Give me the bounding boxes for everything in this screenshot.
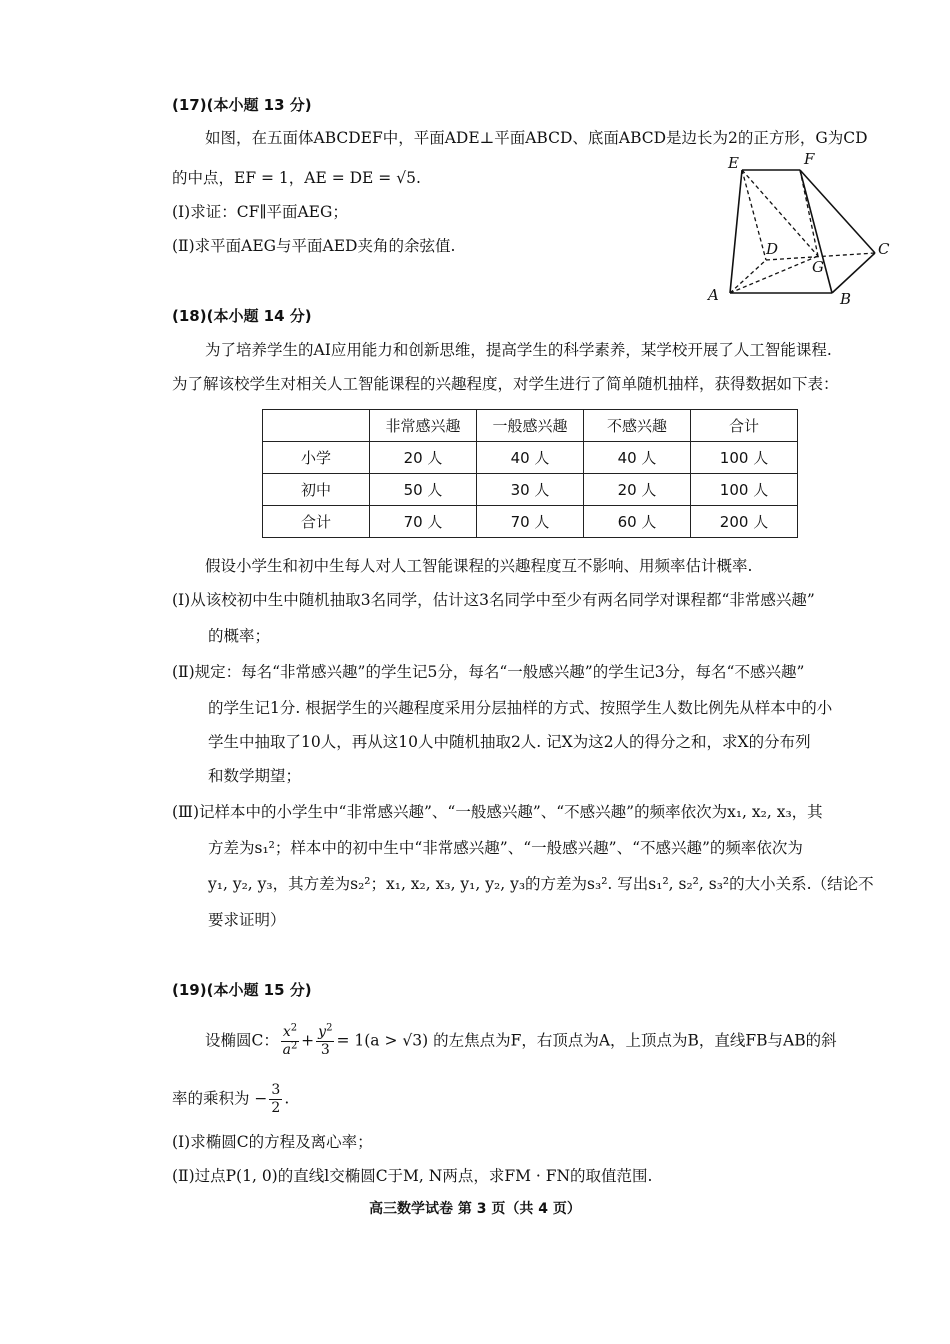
table-cell: 20 人 <box>584 474 691 506</box>
table-cell: 40 人 <box>584 442 691 474</box>
q17-stem-line2: 的中点，EF = 1，AE = DE = √5. <box>172 169 421 187</box>
table-header-cell: 一般感兴趣 <box>477 410 584 442</box>
page-footer: 高三数学试卷 第 3 页（共 4 页） <box>369 1201 581 1217</box>
q18-part3-line3: y₁, y₂, y₃，其方差为s₂²；x₁, x₂, x₃, y₁, y₂, y₃的方差为s₃². 写出s₁², s₂², s₃²的大小关系.（结论不 <box>208 875 874 893</box>
q18-part2-line1: (Ⅱ)规定：每名“非常感兴趣”的学生记5分，每名“一般感兴趣”的学生记3分，每名“不感兴趣” <box>172 663 805 681</box>
q19-slope-text: 率的乘积为 − <box>172 1089 268 1108</box>
table-header-row <box>263 410 798 442</box>
table-cell: 小学 <box>263 442 370 474</box>
q18-stem-line1: 为了培养学生的AI应用能力和创新思维，提高学生的科学素养，某学校开展了人工智能课程. <box>205 341 832 359</box>
table-header-cell <box>263 410 370 442</box>
table-row <box>263 506 798 538</box>
q18-part2-line4: 和数学期望； <box>208 767 302 785</box>
label-g: G <box>812 258 824 276</box>
interest-table <box>262 409 798 538</box>
three-halves-fraction <box>269 1082 282 1117</box>
label-c: C <box>878 240 890 258</box>
table-cell: 200 人 <box>691 506 798 538</box>
q19-stem-line1: 设椭圆C： $\frac{x^2}{a^2}$ + $\frac{y^2}{3}$ = 1(a > √3) 的左焦点为F，右顶点为A，上顶点为B，直线FB与AB的斜 <box>205 1022 837 1058</box>
q17-part1: (Ⅰ)求证：CF∥平面AEG； <box>172 203 348 221</box>
table-cell: 70 人 <box>477 506 584 538</box>
table-row <box>263 442 798 474</box>
table-cell: 20 人 <box>370 442 477 474</box>
table-cell: 30 人 <box>477 474 584 506</box>
q19-stem-prefix: 设椭圆C： <box>205 1031 279 1050</box>
label-a: A <box>708 286 719 304</box>
q19-stem-line2: 率的乘积为 − $\frac{3}{2}$ . <box>172 1082 290 1116</box>
label-f: F <box>804 150 815 168</box>
label-b: B <box>840 290 852 308</box>
frac-den: 2 <box>271 1100 281 1116</box>
q19-stem-suffix: = 1(a > √3) 的左焦点为F，右顶点为A，上顶点为B，直线FB与AB的斜 <box>336 1031 837 1050</box>
frac-num: 3 <box>271 1082 281 1098</box>
q18-header: (18)(本小题 14 分) <box>172 307 312 325</box>
q19-header: (19)(本小题 15 分) <box>172 981 312 999</box>
q19-part1: (Ⅰ)求椭圆C的方程及离心率； <box>172 1133 373 1151</box>
q18-part3-line1: (Ⅲ)记样本中的小学生中“非常感兴趣”、“一般感兴趣”、“不感兴趣”的频率依次为x₁, x₂, x₃，其 <box>172 803 823 821</box>
table-cell: 50 人 <box>370 474 477 506</box>
q18-part3-line4: 要求证明） <box>208 911 286 929</box>
table-header-cell: 非常感兴趣 <box>370 410 477 442</box>
table-header-cell: 合计 <box>691 410 798 442</box>
table-cell: 100 人 <box>691 442 798 474</box>
q17-header: (17)(本小题 13 分) <box>172 96 312 114</box>
q18-part2-line2: 的学生记1分. 根据学生的兴趣程度采用分层抽样的方式、按照学生人数比例先从样本中的小 <box>208 699 833 717</box>
q18-part1-line1: (Ⅰ)从该校初中生中随机抽取3名同学，估计这3名同学中至少有两名同学对课程都“非常感兴趣” <box>172 591 815 609</box>
table-cell: 70 人 <box>370 506 477 538</box>
y-squared-over-3: $\frac{y^2}{3}$ <box>318 1022 333 1058</box>
label-d: D <box>766 240 779 258</box>
q19-part2: (Ⅱ)过点P(1, 0)的直线l交椭圆C于M, N两点，求FM · FN的取值范围. <box>172 1167 653 1185</box>
q18-part2-line3: 学生中抽取了10人，再从这10人中随机抽取2人. 记X为这2人的得分之和，求X的分布列 <box>208 733 811 751</box>
table-cell: 初中 <box>263 474 370 506</box>
table-cell: 合计 <box>263 506 370 538</box>
table-cell: 60 人 <box>584 506 691 538</box>
q18-part1-line2: 的概率； <box>208 627 271 645</box>
q17-stem-line1: 如图，在五面体ABCDEF中，平面ADE⊥平面ABCD、底面ABCD是边长为2的正方形，G为CD <box>205 129 868 147</box>
table-cell: 100 人 <box>691 474 798 506</box>
table-row <box>263 474 798 506</box>
q18-assumption: 假设小学生和初中生每人对人工智能课程的兴趣程度互不影响、用频率估计概率. <box>205 557 753 575</box>
pentahedron-figure <box>700 148 900 308</box>
label-e: E <box>728 154 739 172</box>
table-header-cell: 不感兴趣 <box>584 410 691 442</box>
q17-part2: (Ⅱ)求平面AEG与平面AED夹角的余弦值. <box>172 237 456 255</box>
table-cell: 40 人 <box>477 442 584 474</box>
q18-stem-line2: 为了解该校学生对相关人工智能课程的兴趣程度，对学生进行了简单随机抽样，获得数据如下表： <box>172 375 839 393</box>
q18-part3-line2: 方差为s₁²；样本中的初中生中“非常感兴趣”、“一般感兴趣”、“不感兴趣”的频率依次为 <box>208 839 803 857</box>
x-squared-over-a-squared: $\frac{x^2}{a^2}$ <box>282 1022 298 1058</box>
